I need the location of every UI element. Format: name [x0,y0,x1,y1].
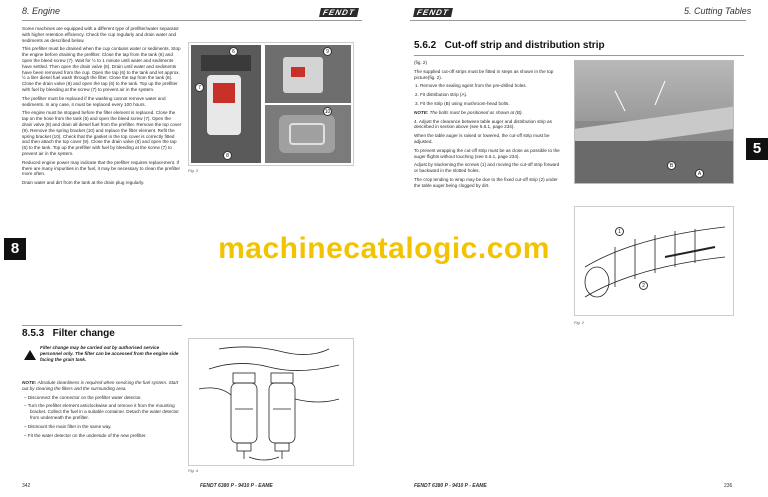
fendt-logo: FENDT [319,8,359,17]
arrows-overlay [575,61,734,184]
callout-7: 7 [195,83,204,92]
paragraph: Adjust by slackening the screws (1) and moving the cut-off strip forward or backward in the slotted holes. [414,162,560,174]
photo-filter-cup [265,45,351,103]
right-page-number: 236 [724,483,733,489]
section-rule [414,55,744,56]
left-text-column [22,26,182,189]
paragraph: Drain water and dirt from the tank at the drain plug regularly. [22,180,145,186]
figure-4-label: Fig. 4 [188,468,199,473]
list-item: – Disconnect the connector on the prefilter water detector. [24,394,142,400]
warning-text: Filter change may be carried out by authorised service personnel only. The filter can be accessed from the engine side facing the grain tank. [40,345,179,362]
section-heading [414,40,605,51]
section-heading [22,328,115,339]
callout-b: B [667,161,676,170]
callout-1: 1 [615,227,624,236]
callout-a: A [695,169,704,178]
paragraph: Some machines are equipped with a different type of prefilter/water separator with higher retention efficiency. Check the cup regularly and drain water and sediments as described below. [22,26,179,43]
paragraph: 4. Adjust the clearance between table auger and distribution strip as described in section above (see 5.6.1, page 234). [414,118,552,130]
list-item: – Turn the prefilter element anticlockwise and remove it from the mounting bracket. Collect the fuel in a suitable container. Detach the water detector from underneath the prefilter. [24,403,179,420]
paragraph: The engine must be stopped before the filter element is replaced. Close the tap on the hose from the tank (6) and open the bleed screw (7). Open the drain valve (8) and drain all diesel fuel from the prefilter. Remove the top cover (9). Remove the spring bracket (10) and replace the filter element. Refit the spring bracket (10). Check that the gasket in the top cover is correctly fitted and then attach the top cover (9). Close the drain valve (8) and open the tap (6) to the tank. Top up the prefilter with fuel by bleeding at the screw (7) to prevent air in the system. [22,110,182,156]
header-rule [22,20,362,21]
list-item: 2. Fit distribution strip (A). [415,92,468,98]
figure-4-filter-drawing [188,338,354,466]
filter-change-text [22,380,182,441]
paragraph: The supplied cut-off strips must be fitted in steps as shown in the top picture(fig. 2). [414,68,554,80]
callout-6: 6 [229,47,238,56]
section-title: Cut-off strip and distribution strip [444,40,605,51]
section-number: 5.6.2 [414,40,437,51]
figure-3-label: Fig. 3 [188,168,199,173]
list-item: 3. Fit the strip (B) using mushroom-head bolts. [415,100,510,106]
list-item: – Fit the water detector on the underside of the new prefilter. [24,432,147,438]
left-page-number: 342 [22,483,31,489]
left-footer-model: FENDT 6380 P - 9410 P - EAME [200,483,273,489]
paragraph: The crop tending to wrap may be due to the fixed cut-off strip (2) under the table auger being clogged by dirt. [414,176,558,188]
list-item: – Dismount the main filter in the same way. [24,423,112,429]
figure-2-top-photo [574,60,734,184]
photo-spring-bracket [265,105,351,163]
header-rule [410,20,746,21]
filter-steps [22,395,182,439]
right-header-title: 5. Cutting Tables [684,6,752,16]
paragraph: When the table auger is raised or lowered, the cut-off strip must be adjusted. [414,133,550,144]
callout-10: 10 [324,109,331,115]
paragraph: The prefilter must be replaced if the washing cannot remove water and sediments. In any case, it must be replaced every 100 hours. [22,95,166,107]
photo-prefilter-assembly [191,45,261,163]
paragraph: To prevent wrapping the cut-off strip must be as close as possible to the auger flights without touching (see 5.6.1, page 234). [414,147,560,159]
warning-icon [24,350,36,360]
callout-2: 2 [639,281,648,290]
note-label: NOTE: [414,109,429,115]
fendt-logo: FENDT [413,8,453,17]
figure-2-label: Fig. 2 [574,320,585,325]
note-text: The bolts must be positioned as shown at (B). [429,109,523,115]
left-header-title: 8. Engine [22,6,61,16]
section-number: 8.5.3 [22,328,45,339]
chapter-tab-8: 8 [4,238,26,260]
paragraph: Reduced engine power may indicate that the prefilter requires replacement. If there are many impurities in the fuel, it may be necessary to clean the prefilter more often. [22,159,181,177]
strip-steps [414,83,564,106]
section-title: Filter change [52,328,115,339]
figure-reference: (fig. 2) [414,60,428,65]
note-label: NOTE: [22,380,37,385]
filter-line-drawing [189,339,353,465]
list-item: 1. Remove the sealing agent from the pre-drilled holes. [415,83,527,89]
note-text: Absolute cleanliness is required when servicing the fuel system. Start out by cleaning the filters and the surrounding area. [22,380,179,391]
figure-3-prefilter-photos [188,42,354,166]
callout-8: 8 [223,151,232,160]
section-rule [22,325,182,326]
right-text-column [414,60,564,192]
right-footer-model: FENDT 6380 P - 9410 P - EAME [414,483,487,489]
chapter-tab-5: 5 [746,138,768,160]
paragraph: This prefilter must be drained when the cup contains water or sediments. Stop the engine before draining the prefilter. Close the tap from the tank (6) and open the bleed screw (7). Wait for ½ to 1 minute until water and sediments have settled. Then open the drain valve (8). Drain until water and sediments have been removed from the cup. Open the tap (6) to the tank and let approx. ½ a liter diesel fuel wash through the filter. Close the tap from the tank (6). Close the drain valve (8) and open the tap (6) to the tank. Top up the prefilter with fuel by bleeding at the screw (7) to prevent air in the system. [22,46,181,92]
watermark: machinecatalogic.com [218,232,550,265]
callout-9: 9 [323,47,332,56]
